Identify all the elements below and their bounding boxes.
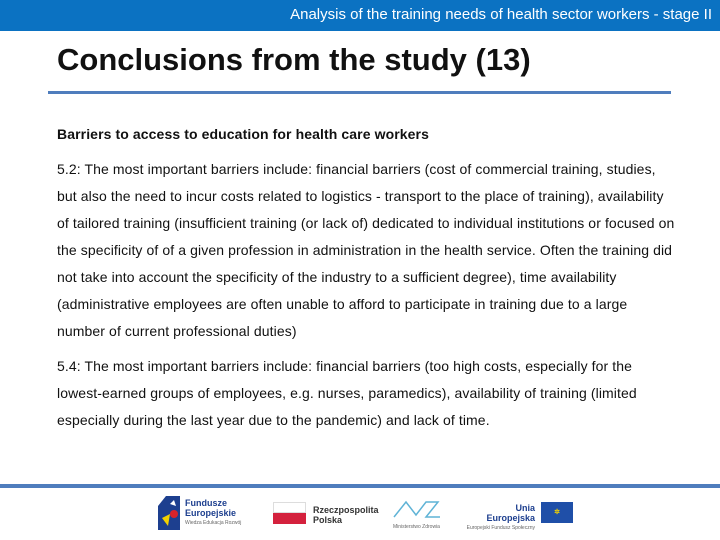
logo-text: Polska xyxy=(313,515,343,525)
fe-emblem-icon xyxy=(158,496,180,530)
unia-europejska-logo xyxy=(465,495,575,531)
logo-text: Wiedza Edukacja Rozwój xyxy=(185,520,242,526)
rzeczpospolita-polska-logo xyxy=(273,495,379,531)
eu-flag-icon: ✲ xyxy=(541,502,573,523)
flag-white xyxy=(273,502,306,513)
logo-text: Unia Europejska xyxy=(486,503,535,523)
logo-text: Fundusze xyxy=(185,498,227,508)
flag-red xyxy=(273,513,306,524)
slide-subtitle: Barriers to access to education for health care workers xyxy=(57,126,429,142)
logo-text: Europejski Fundusz Społeczny xyxy=(466,525,535,531)
paragraph-5-4: 5.4: The most important barriers include: financial barriers (too high costs, especially for the lowest-earned groups of employees, e.g. nurses, paramedics), availability of training (limited especially during the last year due to the pandemic) and lack of time. xyxy=(57,358,637,428)
slide-title: Conclusions from the study (13) xyxy=(57,42,531,77)
ministerstwo-zdrowia-logo xyxy=(390,495,450,531)
header-title: Analysis of the training needs of health sector workers - stage II xyxy=(290,6,712,23)
footer-divider xyxy=(0,484,720,488)
slide-content xyxy=(57,124,677,442)
footer-logos xyxy=(155,495,575,531)
title-divider xyxy=(48,91,671,94)
mz-emblem-icon xyxy=(392,499,442,519)
logo-text: Europejskie xyxy=(185,508,237,518)
logo-text: Ministerstwo Zdrowia xyxy=(393,524,440,530)
header-bar xyxy=(0,0,720,31)
logo-text: Rzeczpospolita xyxy=(313,505,379,515)
paragraph-5-2: 5.2: The most important barriers include: financial barriers (cost of commercial training, studies, but also the need to incur costs related to logistics - transport to the place of training), availability of tailored training (insufficient training (or lack of) dedicated to individual institutions or focused on the specificity of of a given profession in administration in the health service. Often the training did not take into account the specificity of the industry to a sufficient degree), time availability (administrative employees are often unable to afford to participate in training due to a large number of current professional duties) xyxy=(57,161,675,339)
fundusze-europejskie-logo xyxy=(155,495,265,531)
